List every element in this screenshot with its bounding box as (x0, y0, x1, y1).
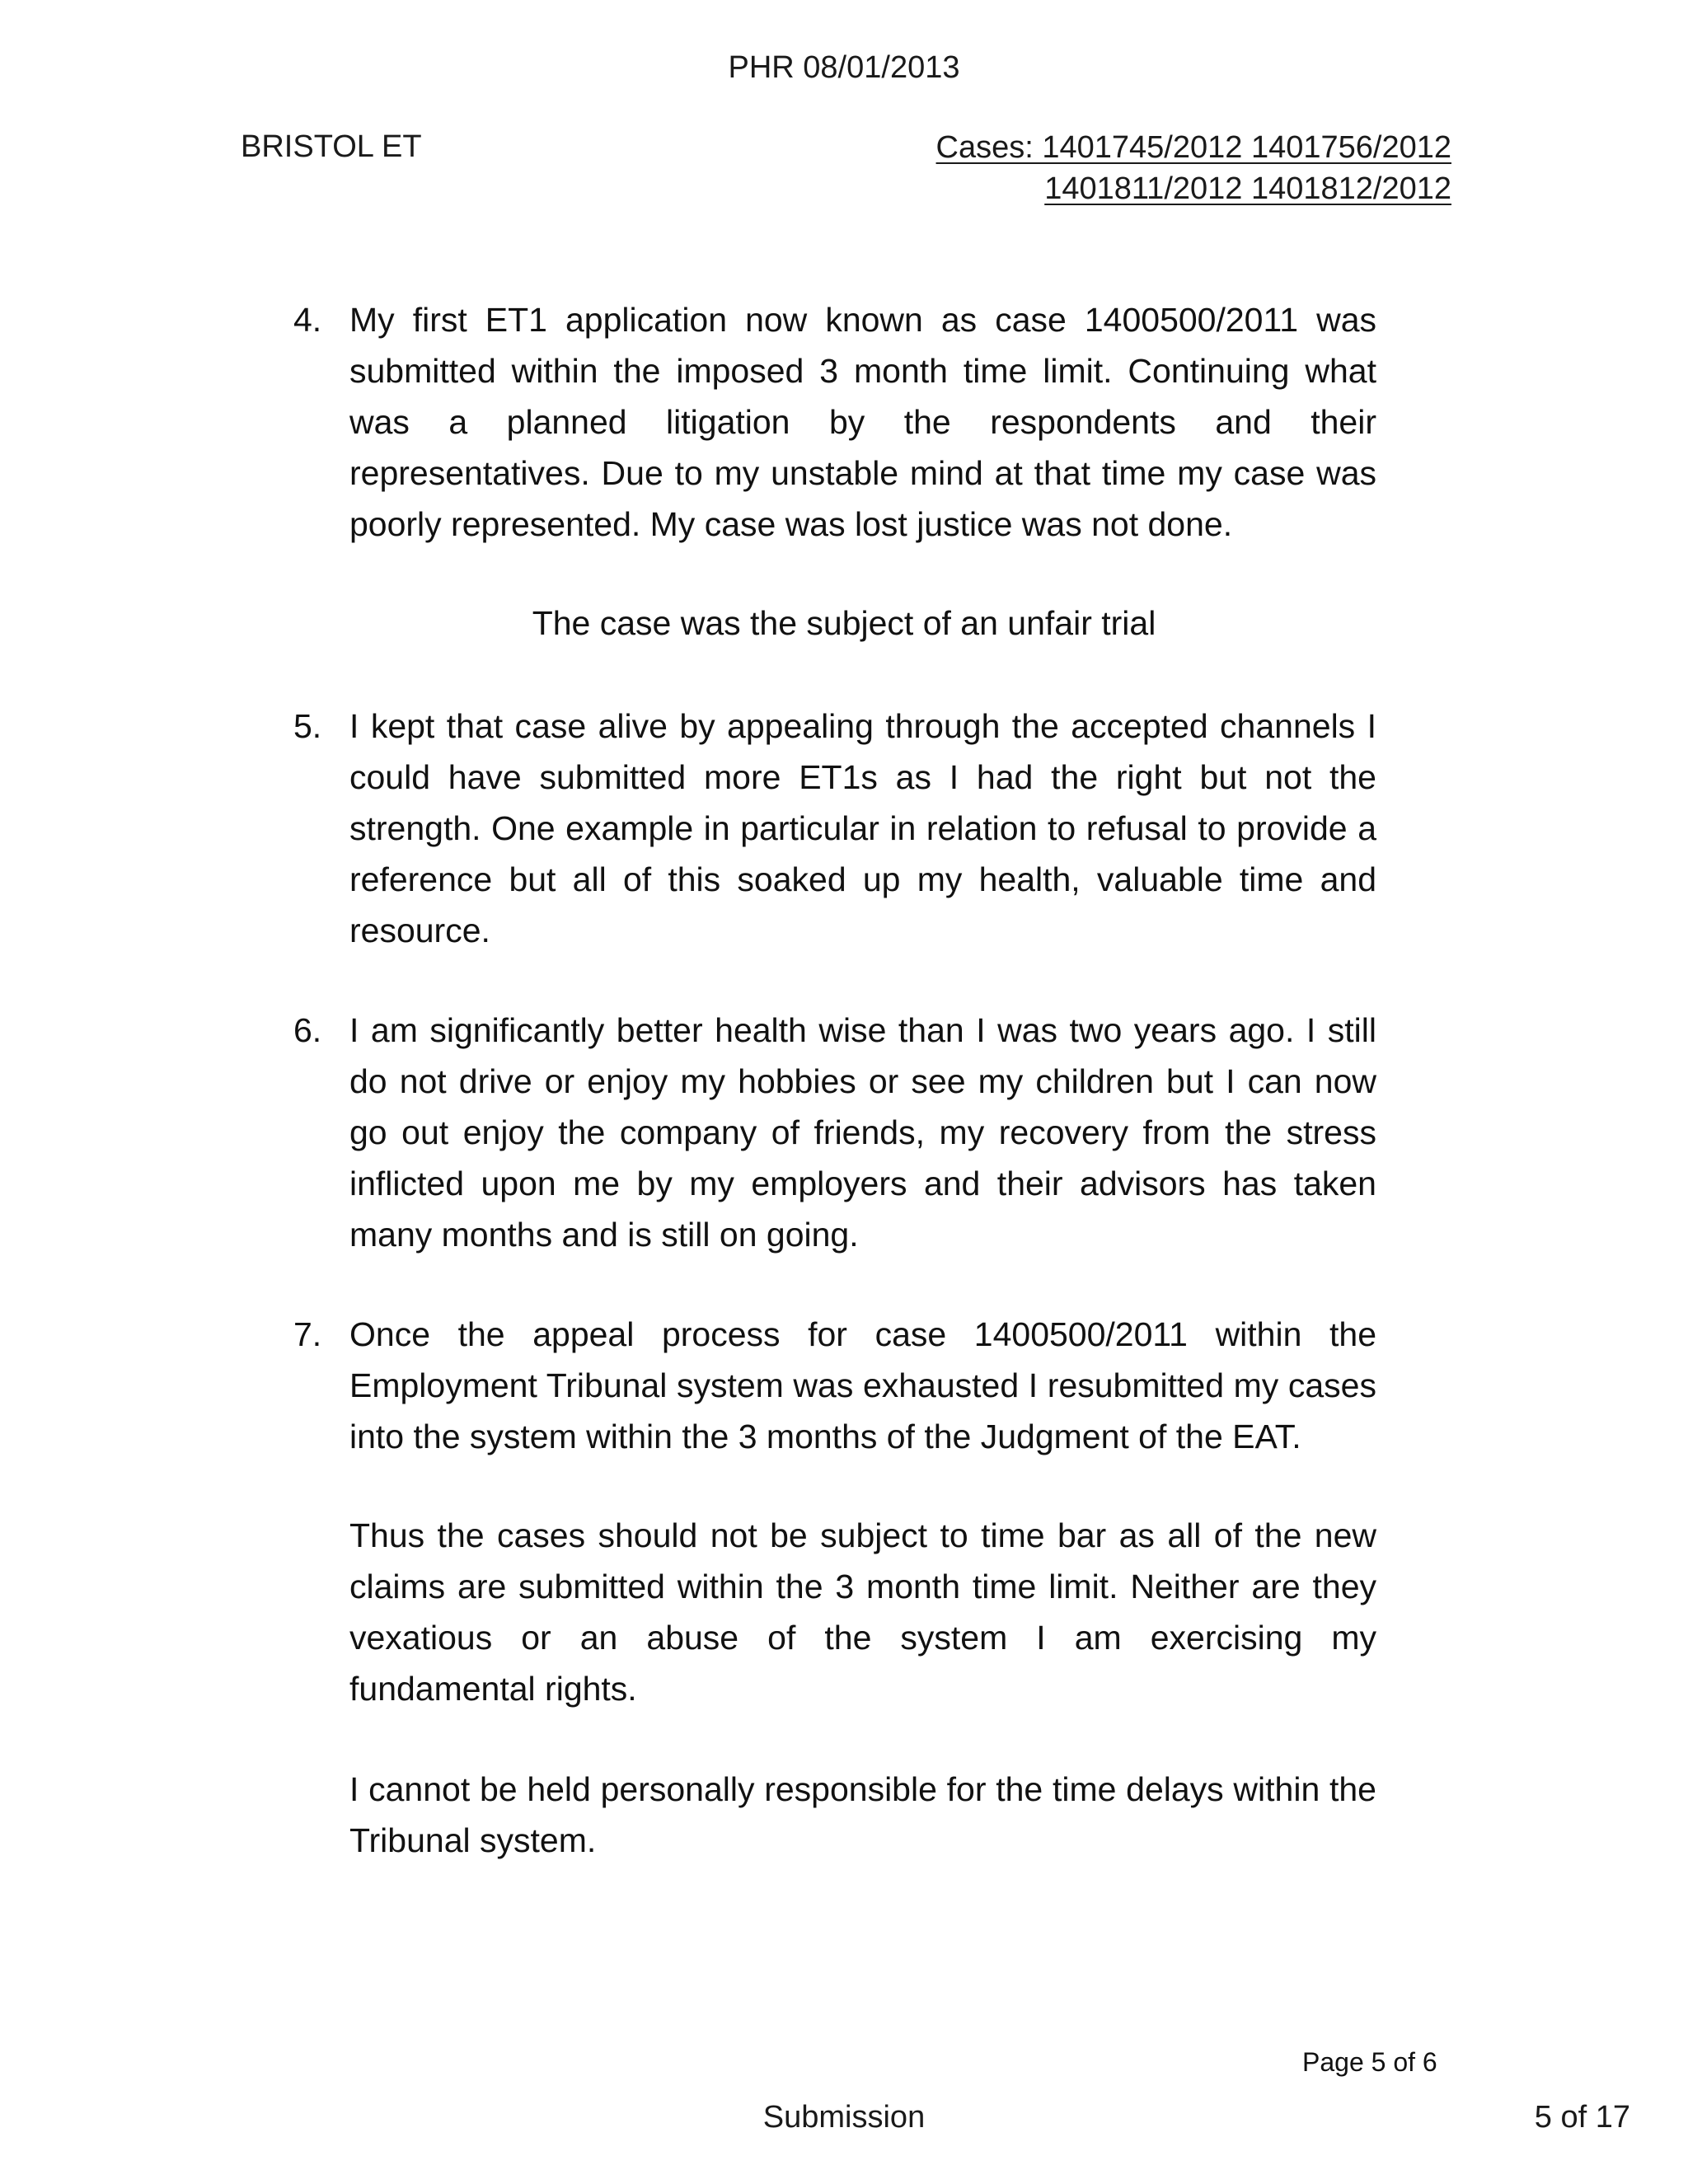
sheet-number: 5 of 17 (1534, 2100, 1630, 2135)
case-numbers-line-2: 1401811/2012 1401812/2012 (1044, 171, 1451, 206)
footer-section-title: Submission (762, 2100, 926, 2135)
paragraph-number: 4. (293, 301, 322, 339)
paragraph-text: I kept that case alive by appealing through the accepted channels I could have submitted more ET1s as I had the right but not the strength. One example in particular in relation to refusal to provide a reference but all of this soaked up my health, valuable time and resource. (349, 707, 1376, 949)
paragraph-text: Once the appeal process for case 1400500/2011 within the Employment Tribunal system was exhausted I resubmitted my cases into the system within the 3 months of the Judgment of the EAT. (349, 1315, 1376, 1455)
paragraph-number: 7. (293, 1315, 322, 1353)
continuation-paragraph-1: Thus the cases should not be subject to time bar as all of the new claims are submitted within the 3 month time limit. Neither are they vexatious or an abuse of the system I am exercising my fundamental rights. (349, 1516, 1376, 1708)
page-number: Page 5 of 6 (1302, 2047, 1437, 2077)
hearing-reference: PHR 08/01/2013 (728, 50, 960, 85)
paragraph-text: I am significantly better health wise than I was two years ago. I still do not drive or enjoy my hobbies or see my children but I can now go out enjoy the company of friends, my recovery from the stress inflicted upon me by my employers and their advisors has taken many months and is still on going. (349, 1011, 1376, 1254)
paragraph-number: 6. (293, 1011, 322, 1049)
paragraph-number: 5. (293, 707, 322, 745)
case-numbers (936, 127, 1451, 209)
centered-statement: The case was the subject of an unfair trial (532, 604, 1156, 642)
continuation-paragraph-2: I cannot be held personally responsible for the time delays within the Tribunal system. (349, 1770, 1376, 1859)
case-numbers-line-1: Cases: 1401745/2012 1401756/2012 (935, 130, 1451, 165)
paragraph-text: My first ET1 application now known as case 1400500/2011 was submitted within the imposed 3 month time limit. Continuing what was a planned litigation by the respondents and their representatives. Due to my unstable mind at that time my case was poorly represented. My case was lost justice was not done. (349, 301, 1376, 543)
court-name: BRISTOL ET (241, 129, 422, 164)
